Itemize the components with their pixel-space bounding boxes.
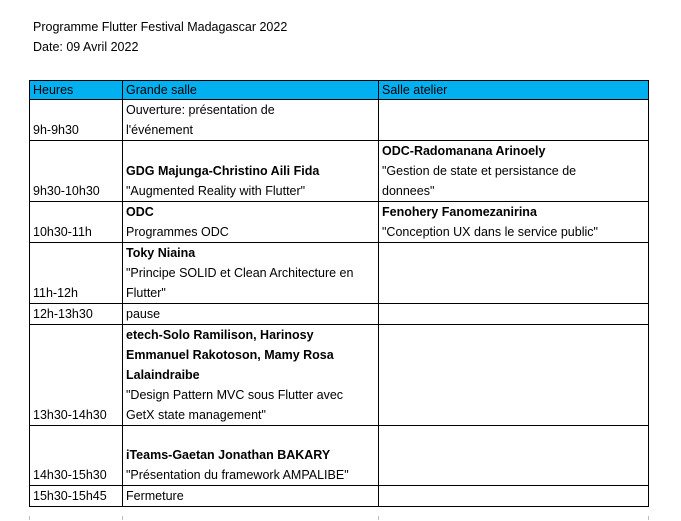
page-break-mark xyxy=(648,516,649,520)
cell-grande-salle xyxy=(123,486,379,507)
cell-salle-atelier xyxy=(379,141,649,202)
cell-line: "Augmented Reality with Flutter" xyxy=(126,184,306,198)
cell-salle-atelier xyxy=(379,100,649,141)
table-row xyxy=(30,141,649,202)
cell-line: Flutter" xyxy=(126,286,166,300)
header-grande-salle: Grande salle xyxy=(123,81,379,100)
cell-line: "Design Pattern MVC sous Flutter avec xyxy=(126,388,344,402)
cell-line: "Présentation du framework AMPALIBE" xyxy=(126,468,349,482)
cell-line: GetX state management" xyxy=(126,408,266,422)
cell-line: pause xyxy=(126,307,161,321)
cell-line: etech-Solo Ramilison, Harinosy xyxy=(126,328,314,342)
cell-salle-atelier xyxy=(379,325,649,426)
cell-line: Fenohery Fanomezanirina xyxy=(382,205,537,219)
cell-line: donnees" xyxy=(382,184,435,198)
cell-salle-atelier xyxy=(379,202,649,243)
cell-salle-atelier xyxy=(379,426,649,486)
cell-line: Ouverture: présentation de xyxy=(126,103,275,117)
cell-time: 9h30-10h30 xyxy=(30,141,123,202)
page-break-mark xyxy=(378,516,379,520)
cell-line: "Gestion de state et persistance de xyxy=(382,164,577,178)
cell-time: 15h30-15h45 xyxy=(30,486,123,507)
cell-grande-salle xyxy=(123,304,379,325)
cell-grande-salle xyxy=(123,141,379,202)
cell-line: iTeams-Gaetan Jonathan BAKARY xyxy=(126,448,331,462)
document-date: Date: 09 Avril 2022 xyxy=(33,40,139,54)
cell-grande-salle xyxy=(123,243,379,304)
cell-line: ODC xyxy=(126,205,154,219)
cell-line: ODC-Radomanana Arinoely xyxy=(382,144,546,158)
header-heures: Heures xyxy=(30,81,123,100)
cell-line: "Principe SOLID et Clean Architecture en xyxy=(126,266,354,280)
header-salle-atelier: Salle atelier xyxy=(379,81,649,100)
cell-time: 9h-9h30 xyxy=(30,100,123,141)
cell-line: GDG Majunga-Christino Aili Fida xyxy=(126,164,320,178)
cell-line: "Conception UX dans le service public" xyxy=(382,225,598,239)
cell-line: Emmanuel Rakotoson, Mamy Rosa xyxy=(126,348,334,362)
page-break-mark xyxy=(29,516,30,520)
cell-time: 14h30-15h30 xyxy=(30,426,123,486)
schedule-table xyxy=(29,80,649,507)
cell-grande-salle xyxy=(123,202,379,243)
table-row xyxy=(30,325,649,426)
cell-line: Fermeture xyxy=(126,489,184,503)
table-row xyxy=(30,202,649,243)
document-title: Programme Flutter Festival Madagascar 2022 xyxy=(33,20,288,34)
cell-line: Toky Niaina xyxy=(126,246,196,260)
table-row xyxy=(30,304,649,325)
cell-time: 12h-13h30 xyxy=(30,304,123,325)
cell-salle-atelier xyxy=(379,243,649,304)
cell-salle-atelier xyxy=(379,304,649,325)
cell-time: 10h30-11h xyxy=(30,202,123,243)
cell-salle-atelier xyxy=(379,486,649,507)
cell-grande-salle xyxy=(123,100,379,141)
table-row xyxy=(30,243,649,304)
cell-line: Programmes ODC xyxy=(126,225,229,239)
cell-time: 13h30-14h30 xyxy=(30,325,123,426)
page-break-mark xyxy=(122,516,123,520)
cell-time: 11h-12h xyxy=(30,243,123,304)
table-row xyxy=(30,426,649,486)
table-row xyxy=(30,100,649,141)
cell-line: Lalaindraibe xyxy=(126,368,200,382)
table-header-row xyxy=(30,81,649,100)
cell-grande-salle xyxy=(123,325,379,426)
table-row xyxy=(30,486,649,507)
cell-line: l'événement xyxy=(126,123,194,137)
cell-grande-salle xyxy=(123,426,379,486)
